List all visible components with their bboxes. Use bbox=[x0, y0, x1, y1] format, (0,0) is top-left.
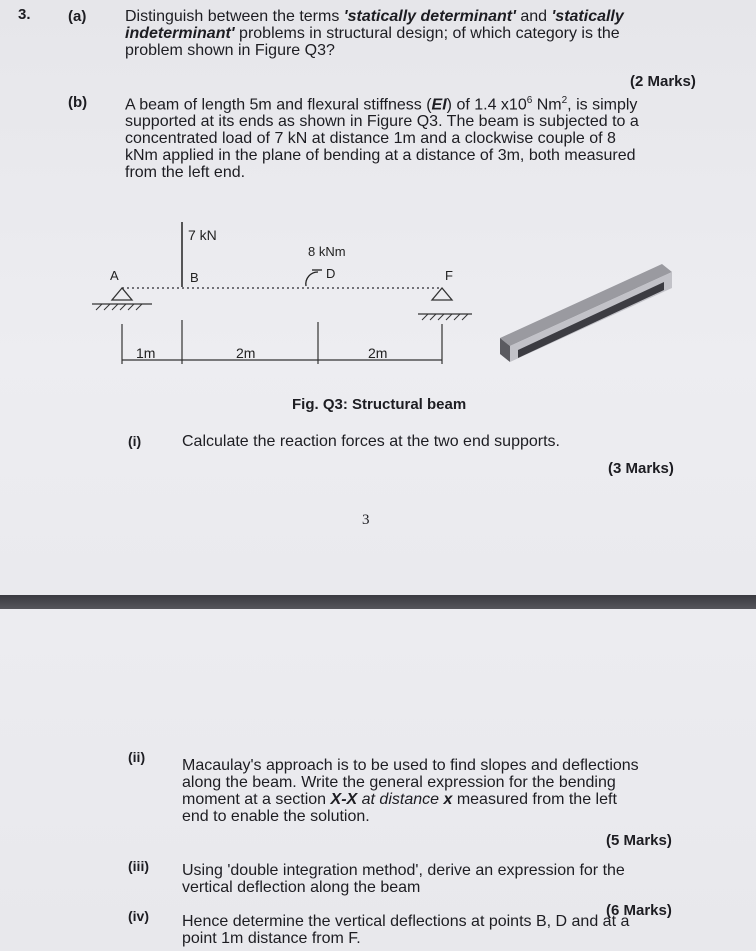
page-divider-bar bbox=[0, 595, 756, 609]
sub-ii-text bbox=[182, 757, 722, 825]
part-b-line-2: supported at its ends as shown in Figure Q3. The beam is subjected to a bbox=[125, 113, 639, 131]
part-b-text bbox=[125, 92, 735, 181]
right-support bbox=[418, 288, 472, 320]
couple-arc bbox=[306, 272, 318, 286]
sub-iv-line-2: point 1m distance from F. bbox=[182, 930, 361, 947]
sub-iv-text bbox=[182, 913, 722, 947]
part-b-line-1: A beam of length 5m and flexural stiffness (EI) of 1.4 $x10^6$ Nm$^2$, is simply bbox=[125, 95, 638, 114]
part-b-line-5: from the left end. bbox=[125, 164, 246, 182]
sub-ii-line-3: moment at a section X-X at distance x measured from the left bbox=[182, 791, 617, 808]
dim-2m-b: 2m bbox=[368, 345, 388, 361]
part-a-text bbox=[125, 8, 725, 59]
left-support bbox=[92, 288, 152, 310]
sub-ii-label: (ii) bbox=[128, 749, 146, 765]
part-b-line-3: concentrated load of 7 kN at distance 1m and a clockwise couple of 8 bbox=[125, 130, 616, 148]
part-a-label: (a) bbox=[68, 8, 87, 25]
sub-ii-marks: (5 Marks) bbox=[606, 832, 672, 849]
sub-iv-label: (iv) bbox=[128, 908, 149, 924]
sub-ii-line-2: along the beam. Write the general expression for the bending bbox=[182, 774, 616, 791]
sub-iii-label: (iii) bbox=[128, 858, 149, 874]
part-b-label: (b) bbox=[68, 94, 88, 111]
sub-iii-line-1: Using 'double integration method', derive an expression for the bbox=[182, 862, 625, 879]
part-a-line-3: problem shown in Figure Q3? bbox=[125, 42, 335, 59]
point-d-label: D bbox=[326, 266, 336, 281]
sub-iii-text bbox=[182, 862, 722, 896]
part-b-line-4: kNm applied in the plane of bending at a distance of 3m, both measured bbox=[125, 147, 636, 165]
channel-beam-illustration bbox=[500, 264, 672, 362]
dim-2m-a: 2m bbox=[236, 345, 256, 361]
sub-ii-line-1: Macaulay's approach is to be used to find slopes and deflections bbox=[182, 757, 639, 774]
sub-i-marks: (3 Marks) bbox=[608, 460, 674, 477]
sub-ii-line-4: end to enable the solution. bbox=[182, 808, 370, 825]
dimension-lines bbox=[122, 320, 442, 364]
page-number: 3 bbox=[362, 512, 370, 528]
beam-diagram bbox=[0, 200, 756, 390]
sub-iii-line-2: vertical deflection along the beam bbox=[182, 879, 421, 896]
load-label: 7 kN bbox=[188, 227, 217, 243]
part-a-marks: (2 Marks) bbox=[630, 73, 696, 90]
point-f-label: F bbox=[445, 268, 453, 283]
sub-i-text: Calculate the reaction forces at the two end supports. bbox=[182, 433, 560, 450]
point-b-label: B bbox=[190, 270, 199, 285]
figure-caption: Fig. Q3: Structural beam bbox=[292, 396, 467, 413]
sub-i-label: (i) bbox=[128, 433, 142, 449]
sub-iii-marks: (6 Marks) bbox=[606, 902, 672, 919]
point-a-label: A bbox=[110, 268, 119, 283]
sub-iv-line-1: Hence determine the vertical deflections at points B, D and at a bbox=[182, 913, 630, 930]
dim-1m: 1m bbox=[136, 345, 156, 361]
couple-label: 8 kNm bbox=[308, 244, 346, 259]
question-number: 3. bbox=[18, 6, 31, 23]
part-a-line-1: Distinguish between the terms 'statically determinant' and 'statically bbox=[125, 8, 624, 25]
part-a-line-2: indeterminant' problems in structural design; of which category is the bbox=[125, 25, 620, 42]
